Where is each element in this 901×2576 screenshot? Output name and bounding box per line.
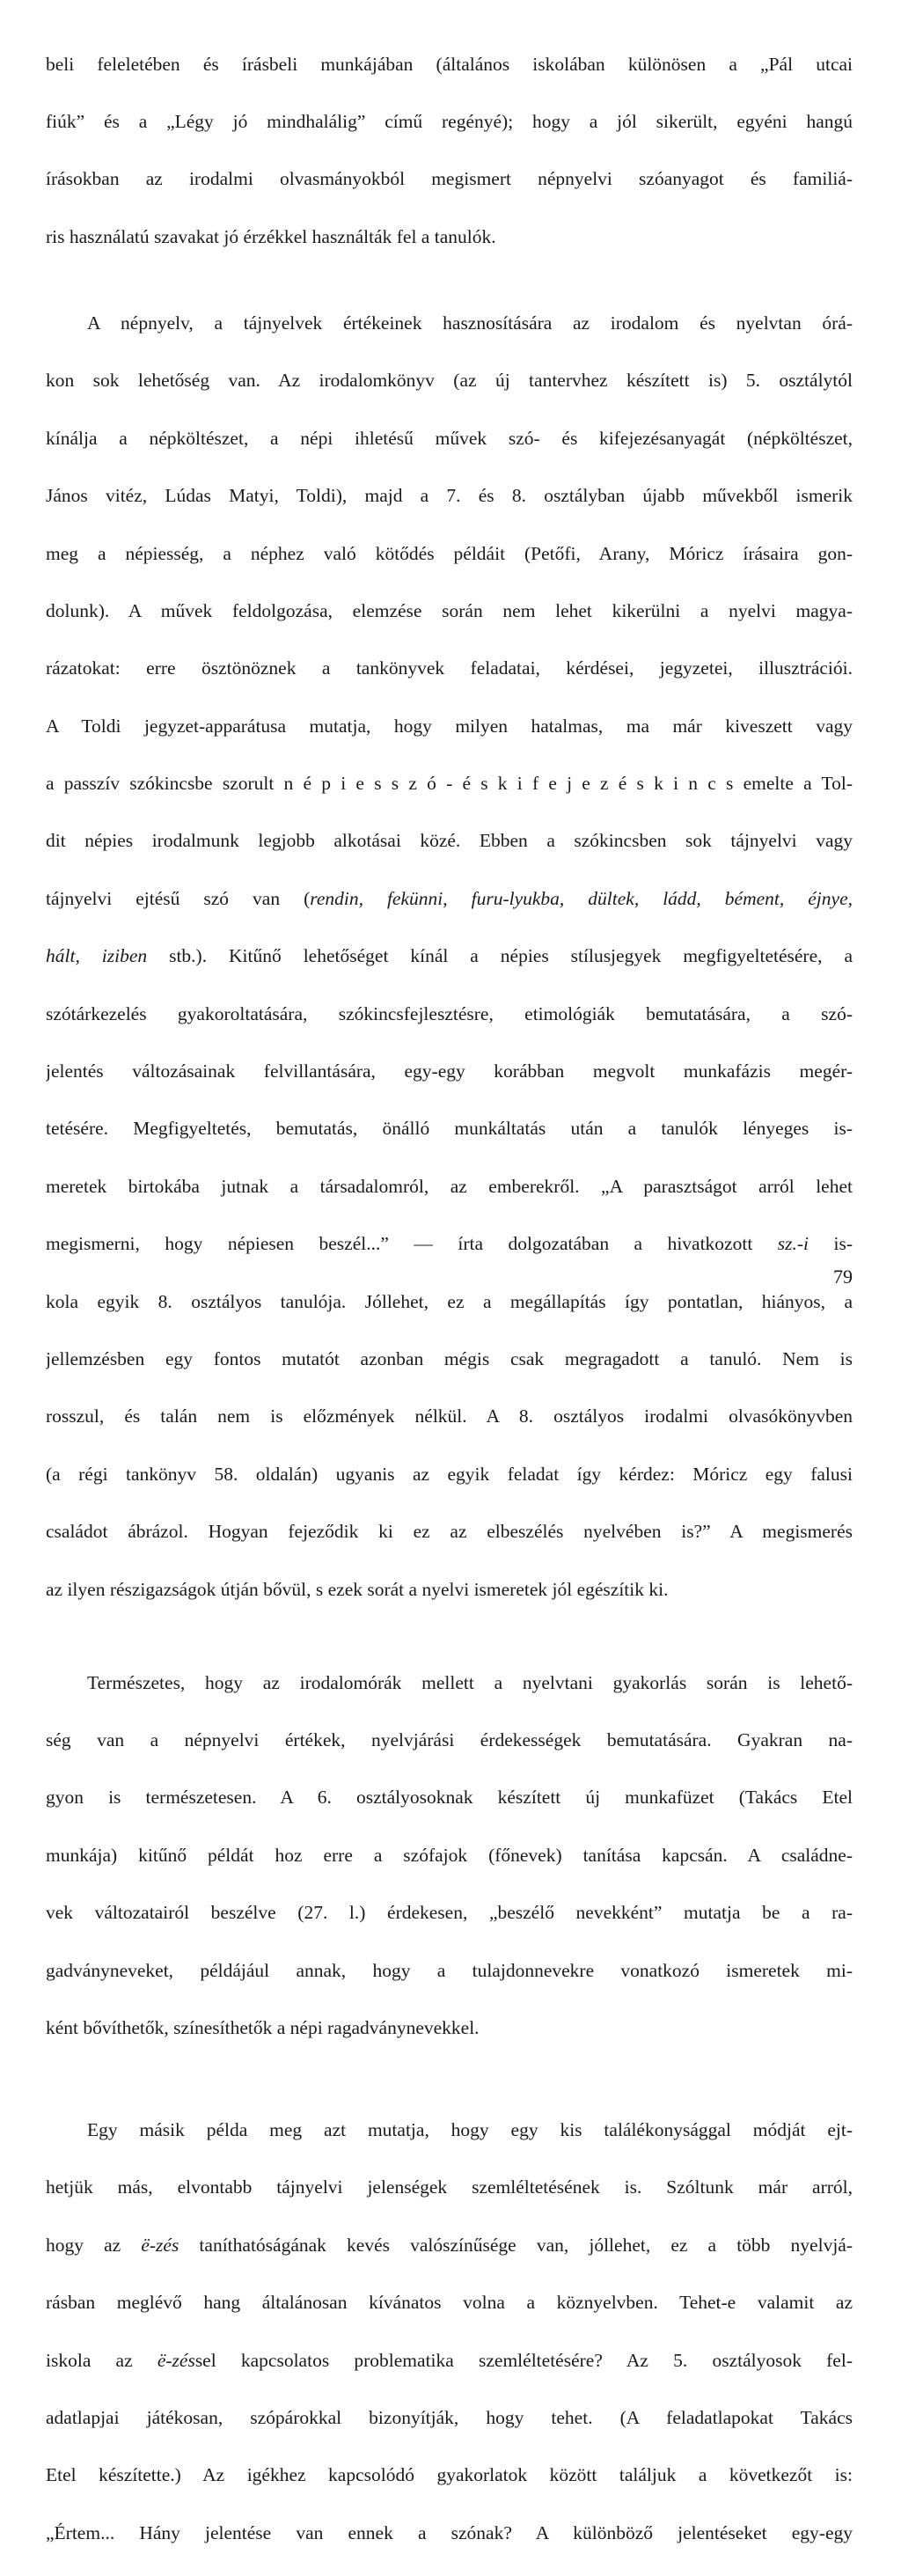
line: Természetes, hogy az irodalomórák mellett a nyelvtani gyakorlás során is lehető-: [87, 1671, 853, 1693]
paragraph-1: [46, 21, 853, 280]
line: hogy az ë-zés taníthatóságának kevés valószínűsége van, jóllehet, ez a több nyelvjá-: [46, 2234, 853, 2256]
paragraph-2: [46, 280, 853, 1633]
line: kola egyik 8. osztályos tanulója. Jóllehet, ez a megállapítás így pontatlan, hiányos, a: [46, 1290, 853, 1312]
line: adatlapjai játékosan, szópárokkal bizonyítják, hogy tehet. (A feladatlapokat Takács: [46, 2407, 853, 2429]
line: kínálja a népköltészet, a népi ihletésű művek szó- és kifejezésanyagát (népköltészet,: [46, 427, 853, 449]
line: rosszul, és talán nem is előzmények nélkül. A 8. osztályos irodalmi olvasókönyvben: [46, 1405, 853, 1427]
line: dit népies irodalmunk legjobb alkotásai közé. Ebben a szókincsben sok tájnyelvi vagy: [46, 830, 853, 852]
line: munkája) kitűnő példát hoz erre a szófajok (főnevek) tanítása kapcsán. A családne-: [46, 1844, 853, 1866]
line: megismerni, hogy népiesen beszél...” — írta dolgozatában a hivatkozott sz.-i is-: [46, 1233, 853, 1255]
line: ként bővíthetők, színesíthetők a népi ragadványnevekkel.: [46, 2017, 480, 2038]
line: a passzív szókincsbe szorult n é p i e s s z ó - é s k i f e j e z é s k i n c s emelte a Tol-: [46, 773, 853, 795]
line: Egy másik példa meg azt mutatja, hogy egy kis találékonysággal módját ejt-: [87, 2119, 853, 2141]
page-number: 79: [833, 1266, 853, 1288]
line: hetjük más, elvontabb tájnyelvi jelenségek szemléltetésének is. Szóltunk már arról,: [46, 2176, 853, 2198]
line: tetésére. Megfigyeltetés, bemutatás, önálló munkáltatás után a tanulók lényeges is-: [46, 1118, 853, 1140]
paragraph-4: [46, 2087, 853, 2576]
page-body: [46, 21, 853, 2576]
line: ség van a népnyelvi értékek, nyelvjárási érdekességek bemutatására. Gyakran na-: [46, 1729, 853, 1751]
line: gadványneveket, példájául annak, hogy a tulajdonnevekre vonatkozó ismeretek mi-: [46, 1959, 853, 1981]
line: az ilyen részigazságok útján bővül, s ezek sorát a nyelvi ismeretek jól egészítik ki.: [46, 1578, 669, 1600]
line: A népnyelv, a tájnyelvek értékeinek hasznosítására az irodalom és nyelvtan órá-: [87, 312, 853, 334]
line: „Értem... Hány jelentése van ennek a szónak? A különböző jelentéseket egy-egy: [46, 2521, 853, 2543]
line: Etel készítette.) Az igékhez kapcsolódó gyakorlatok között találjuk a következőt is:: [46, 2464, 853, 2486]
line: jellemzésben egy fontos mutatót azonban mégis csak megragadott a tanuló. Nem is: [46, 1348, 853, 1369]
line: vek változatairól beszélve (27. l.) érdekesen, „beszélő nevekként” mutatja be a ra-: [46, 1902, 853, 1924]
line: (a régi tankönyv 58. oldalán) ugyanis az egyik feladat így kérdez: Móricz egy falusi: [46, 1463, 853, 1485]
line: A Toldi jegyzet-apparátusa mutatja, hogy milyen hatalmas, ma már kiveszett vagy: [46, 715, 853, 737]
line: meretek birtokába jutnak a társadalomról, az emberekről. „A parasztságot arról lehet: [46, 1175, 853, 1197]
line: meg a népiesség, a néphez való kötődés példáit (Petőfi, Arany, Móricz írásaira gon-: [46, 542, 853, 564]
line: hált, iziben stb.). Kitűnő lehetőséget kínál a népies stílusjegyek megfigyeltetésére, a: [46, 945, 853, 967]
line: rásban meglévő hang általánosan kívánatos volna a köznyelvben. Tehet-e valamit az: [46, 2292, 853, 2314]
line: ris használatú szavakat jó érzékkel használták fel a tanulók.: [46, 225, 496, 247]
line: kon sok lehetőség van. Az irodalomkönyv (az új tantervhez készített is) 5. osztálytól: [46, 370, 853, 392]
line: beli feleletében és írásbeli munkájában (általános iskolában különösen a „Pál utcai: [46, 53, 853, 75]
line: családot ábrázol. Hogyan fejeződik ki ez az elbeszélés nyelvében is?” A megismerés: [46, 1521, 853, 1543]
line: dolunk). A művek feldolgozása, elemzése során nem lehet kikerülni a nyelvi magya-: [46, 599, 853, 621]
line: iskola az ë-zéssel kapcsolatos problematika szemléltetésére? Az 5. osztályosok fel-: [46, 2349, 853, 2371]
line: gyon is természetesen. A 6. osztályosoknak készített új munkafüzet (Takács Etel: [46, 1787, 853, 1809]
line: írásokban az irodalmi olvasmányokból megismert népnyelvi szóanyagot és familiá-: [46, 168, 853, 190]
line: jelentés változásainak felvillantására, egy-egy korábban megvolt munkafázis megér-: [46, 1060, 853, 1083]
line: rázatokat: erre ösztönöznek a tankönyvek feladatai, kérdései, jegyzetei, illusztrációi.: [46, 657, 853, 679]
line: fiúk” és a „Légy jó mindhalálig” című regényé); hogy a jól sikerült, egyéni hangú: [46, 111, 853, 133]
line: tájnyelvi ejtésű szó van (rendin, fekünni, furu-lyukba, dültek, ládd, bément, éjnye,: [46, 887, 853, 909]
line: János vitéz, Lúdas Matyi, Toldi), majd a 7. és 8. osztályban újabb művekből ismerik: [46, 485, 853, 507]
line: szótárkezelés gyakoroltatására, szókincsfejlesztésre, etimológiák bemutatására, a szó-: [46, 1002, 853, 1024]
paragraph-3: [46, 1640, 853, 2071]
